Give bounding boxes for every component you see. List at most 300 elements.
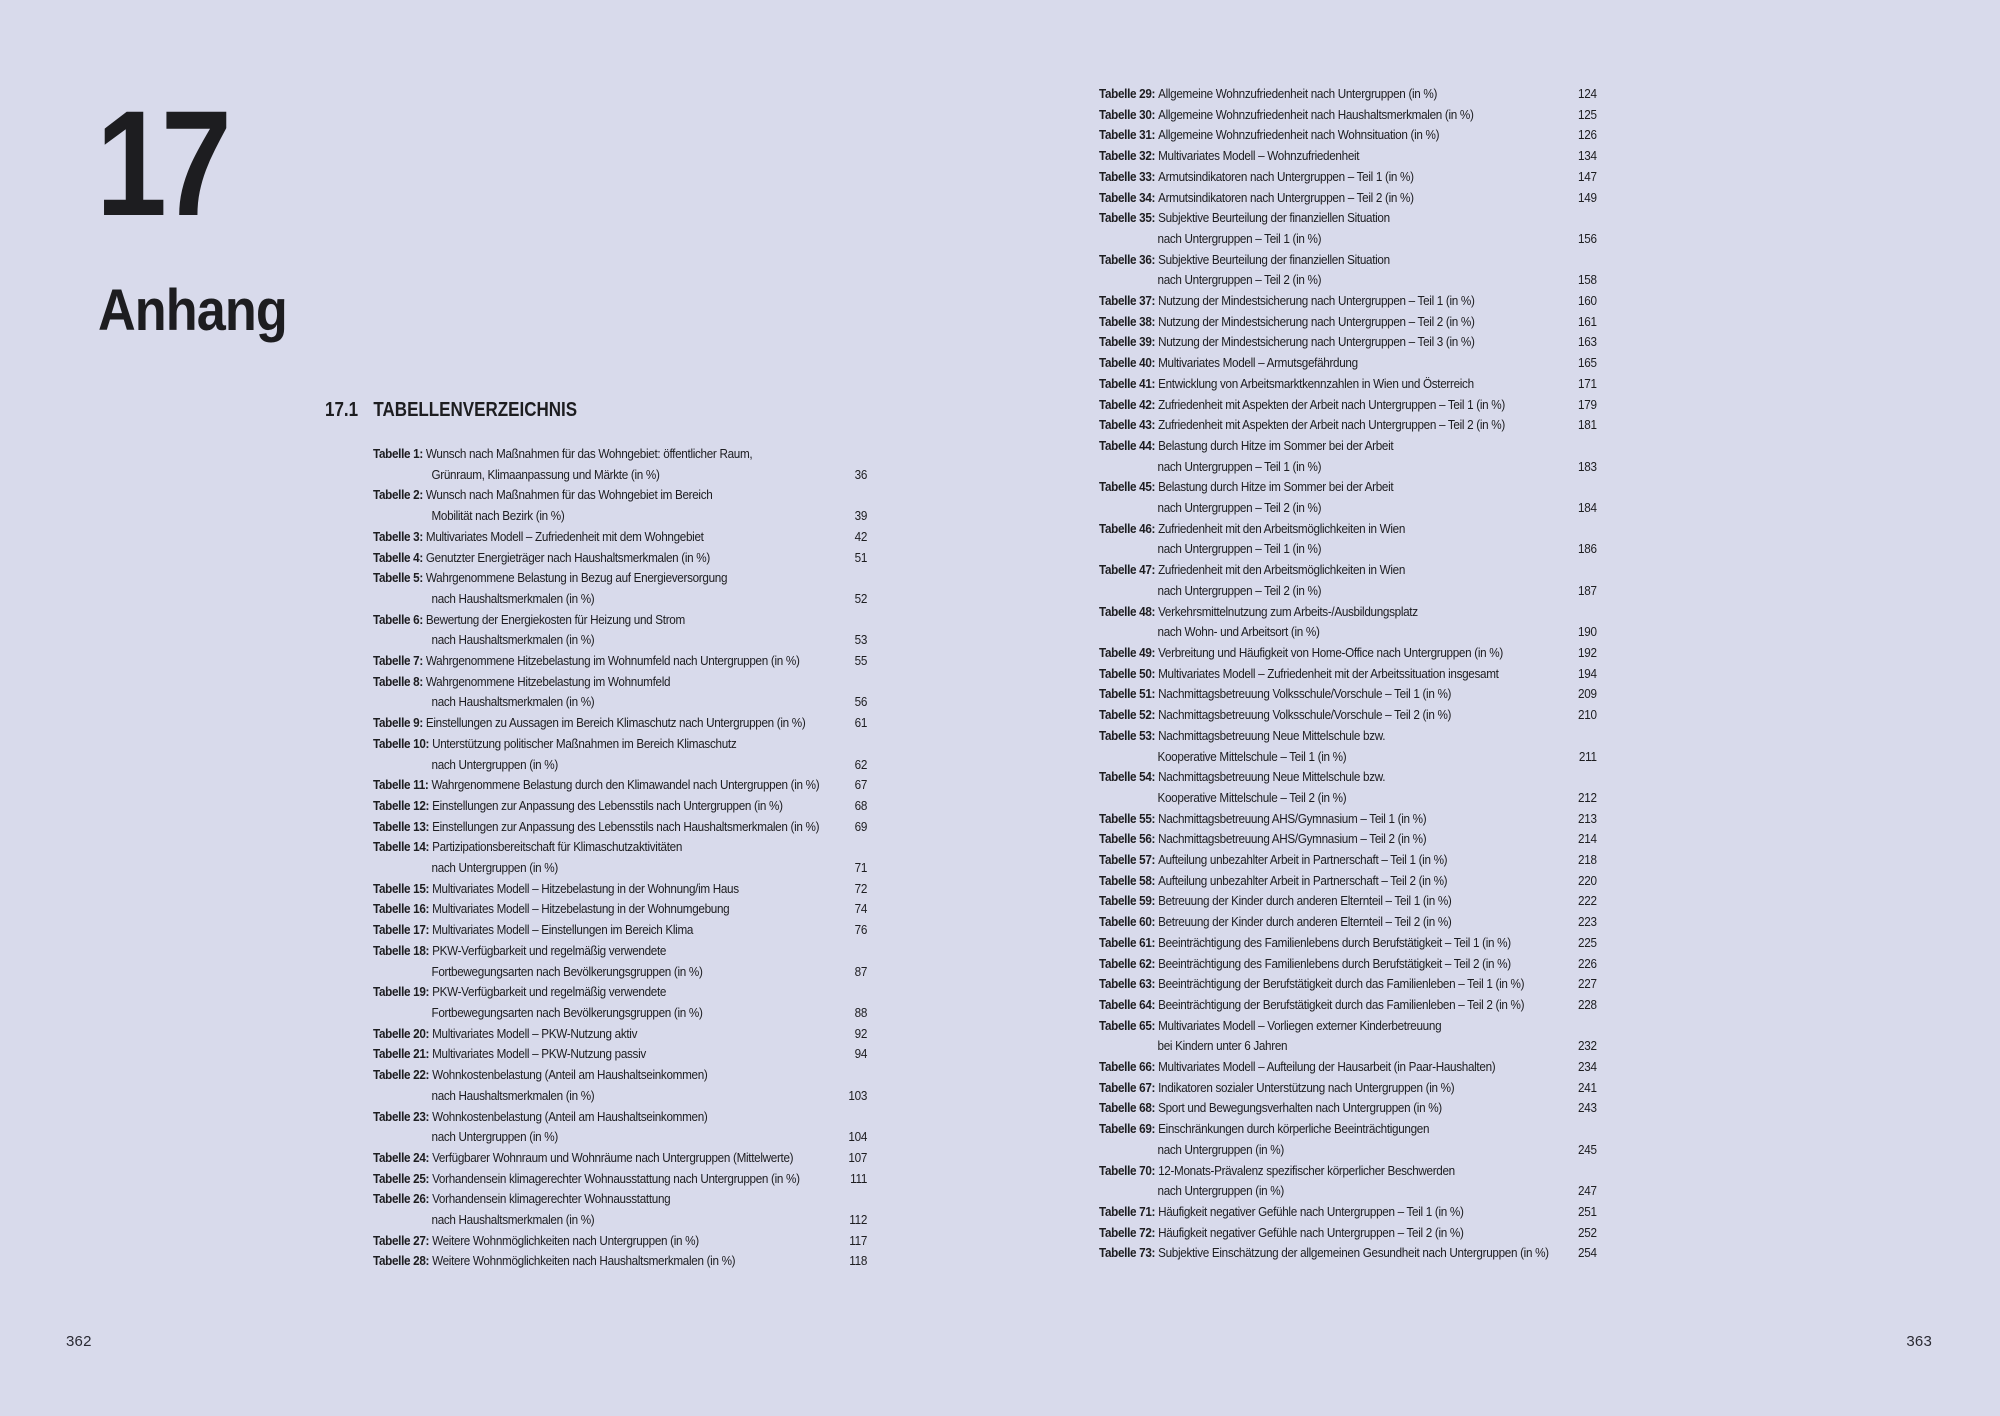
toc-entry-line: Tabelle 52: Nachmittagsbetreuung Volksschule/Vorschule – Teil 2 (in %) — [1099, 707, 1452, 723]
toc-entry — [373, 1169, 867, 1190]
toc-entry — [1099, 1202, 1597, 1223]
toc-entry-text — [1099, 829, 1573, 850]
toc-entry — [1099, 767, 1597, 808]
toc-entry-text — [373, 444, 849, 485]
toc-entry-page-number: 171 — [1577, 375, 1597, 391]
table-label: Tabelle 73: — [1099, 1245, 1159, 1261]
toc-entry — [373, 941, 867, 982]
toc-entry-page-number: 117 — [849, 1232, 868, 1248]
toc-entry-text — [373, 1251, 844, 1272]
toc-entry-line: Tabelle 44: Belastung durch Hitze im Sommer bei der Arbeit — [1099, 437, 1394, 453]
toc-entry-line: Tabelle 66: Multivariates Modell – Aufteilung der Hausarbeit (in Paar-Haushalten) — [1099, 1059, 1496, 1075]
toc-entry-page-number: 227 — [1577, 976, 1597, 992]
toc-entry-text — [373, 713, 849, 734]
toc-entry-text — [373, 485, 849, 526]
toc-entry-text — [1099, 1223, 1573, 1244]
table-label: Tabelle 11: — [373, 777, 432, 793]
page-number-left: 362 — [66, 1333, 92, 1350]
toc-entry-page-number: 254 — [1577, 1245, 1597, 1261]
toc-entry-text — [1099, 602, 1573, 643]
toc-entry-line-continuation: nach Haushaltsmerkmalen (in %) — [431, 1212, 595, 1228]
table-label: Tabelle 6: — [373, 611, 426, 627]
table-label: Tabelle 38: — [1099, 313, 1159, 329]
toc-entry-page-number: 220 — [1577, 872, 1597, 888]
toc-entry-line-continuation: Grünraum, Klimaanpassung und Märkte (in %) — [431, 466, 660, 482]
toc-entry-page-number: 228 — [1577, 996, 1597, 1012]
toc-entry-line: Tabelle 17: Multivariates Modell – Einstellungen im Bereich Klima — [373, 922, 694, 938]
toc-entry-line: Tabelle 38: Nutzung der Mindestsicherung nach Untergruppen – Teil 2 (in %) — [1099, 313, 1475, 329]
toc-entry-line: Tabelle 7: Wahrgenommene Hitzebelastung im Wohnumfeld nach Untergruppen (in %) — [373, 653, 800, 669]
toc-entry-line: Tabelle 49: Verbreitung und Häufigkeit von Home-Office nach Untergruppen (in %) — [1099, 644, 1503, 660]
toc-entry-text — [373, 1107, 843, 1148]
toc-entry-line-continuation: bei Kindern unter 6 Jahren — [1157, 1038, 1288, 1054]
toc-entry-page-number: 74 — [854, 901, 868, 917]
toc-entry-line-continuation: nach Untergruppen – Teil 2 (in %) — [1157, 272, 1322, 288]
toc-entry-text — [1099, 395, 1573, 416]
toc-entry-line: Tabelle 62: Beeinträchtigung des Familienlebens durch Berufstätigkeit – Teil 2 (in %) — [1099, 955, 1511, 971]
table-label: Tabelle 16: — [373, 901, 433, 917]
toc-entry — [1099, 291, 1597, 312]
toc-entry-text — [373, 1044, 849, 1065]
toc-entry-page-number: 209 — [1577, 686, 1597, 702]
toc-entry-page-number: 69 — [854, 818, 868, 834]
toc-entry — [1099, 146, 1597, 167]
toc-entry-text — [373, 1065, 843, 1106]
toc-entry-page-number: 72 — [854, 880, 868, 896]
table-label: Tabelle 17: — [373, 922, 433, 938]
toc-entry — [1099, 871, 1597, 892]
toc-entry-page-number: 210 — [1577, 707, 1597, 723]
toc-entry-text — [1099, 912, 1573, 933]
toc-entry — [373, 651, 867, 672]
toc-entry-line: Tabelle 71: Häufigkeit negativer Gefühle nach Untergruppen – Teil 1 (in %) — [1099, 1203, 1464, 1219]
toc-entry-line: Tabelle 25: Vorhandensein klimagerechter Wohnausstattung nach Untergruppen (in %) — [373, 1170, 800, 1186]
toc-entry-line-continuation: nach Untergruppen (in %) — [1157, 1141, 1284, 1157]
toc-entry-page-number: 218 — [1577, 852, 1597, 868]
toc-entry-line: Tabelle 50: Multivariates Modell – Zufriedenheit mit der Arbeitssituation insgesamt — [1099, 665, 1499, 681]
table-label: Tabelle 33: — [1099, 168, 1159, 184]
toc-entry-text — [373, 920, 849, 941]
table-label: Tabelle 71: — [1099, 1203, 1159, 1219]
toc-entry-text — [373, 548, 849, 569]
toc-entry-page-number: 181 — [1577, 417, 1597, 433]
toc-entry-page-number: 36 — [854, 466, 868, 482]
toc-entry-page-number: 183 — [1577, 458, 1597, 474]
toc-entry — [373, 899, 867, 920]
toc-entry-page-number: 226 — [1577, 955, 1597, 971]
toc-entry-text — [1099, 1161, 1573, 1202]
toc-entry-line: Tabelle 61: Beeinträchtigung des Familienlebens durch Berufstätigkeit – Teil 1 (in %) — [1099, 934, 1511, 950]
toc-entry — [1099, 643, 1597, 664]
toc-entry-line: Tabelle 3: Multivariates Modell – Zufriedenheit mit dem Wohngebiet — [373, 528, 704, 544]
toc-entry-line: Tabelle 16: Multivariates Modell – Hitzebelastung in der Wohnumgebung — [373, 901, 730, 917]
toc-entry-page-number: 92 — [854, 1025, 868, 1041]
table-label: Tabelle 30: — [1099, 106, 1159, 122]
table-label: Tabelle 8: — [373, 673, 426, 689]
toc-entry-line: Tabelle 10: Unterstützung politischer Maßnahmen im Bereich Klimaschutz — [373, 735, 737, 751]
toc-entry-page-number: 62 — [854, 756, 868, 772]
toc-entry-text — [1099, 125, 1573, 146]
toc-entry-page-number: 147 — [1577, 168, 1597, 184]
toc-entry-text — [373, 568, 849, 609]
table-label: Tabelle 10: — [373, 735, 433, 751]
toc-entry-page-number: 76 — [854, 922, 868, 938]
toc-entry — [373, 444, 867, 485]
toc-entry-line: Tabelle 4: Genutzter Energieträger nach Haushaltsmerkmalen (in %) — [373, 549, 710, 565]
toc-entry-page-number: 61 — [854, 715, 868, 731]
table-label: Tabelle 19: — [373, 984, 433, 1000]
toc-entry-page-number: 184 — [1577, 500, 1597, 516]
section-number: 17.1 — [325, 399, 359, 421]
toc-entry-text — [1099, 1202, 1573, 1223]
toc-entry-page-number: 251 — [1577, 1203, 1597, 1219]
toc-entry — [1099, 726, 1597, 767]
toc-entry — [1099, 912, 1597, 933]
toc-entry-page-number: 107 — [848, 1149, 868, 1165]
toc-entry-line: Tabelle 43: Zufriedenheit mit Aspekten der Arbeit nach Untergruppen – Teil 2 (in %) — [1099, 417, 1505, 433]
table-label: Tabelle 15: — [373, 880, 433, 896]
toc-entry — [373, 485, 867, 526]
toc-entry-text — [1099, 933, 1573, 954]
toc-entry-page-number: 158 — [1577, 272, 1597, 288]
toc-entry — [373, 796, 867, 817]
toc-entry-line-continuation: Fortbewegungsarten nach Bevölkerungsgruppen (in %) — [431, 1004, 703, 1020]
toc-entry-page-number: 232 — [1577, 1038, 1597, 1054]
toc-entry-line: Tabelle 1: Wunsch nach Maßnahmen für das Wohngebiet: öffentlicher Raum, — [373, 446, 753, 461]
chapter-number: 17 — [96, 79, 226, 247]
toc-entry — [373, 775, 867, 796]
toc-entry-page-number: 225 — [1577, 934, 1597, 950]
table-label: Tabelle 27: — [373, 1232, 433, 1248]
toc-entry — [1099, 995, 1597, 1016]
toc-entry-line: Tabelle 39: Nutzung der Mindestsicherung nach Untergruppen – Teil 3 (in %) — [1099, 334, 1475, 350]
toc-entry-line: Tabelle 31: Allgemeine Wohnzufriedenheit nach Wohnsituation (in %) — [1099, 127, 1440, 143]
toc-entry-line-continuation: nach Untergruppen – Teil 1 (in %) — [1157, 458, 1322, 474]
table-label: Tabelle 41: — [1099, 375, 1159, 391]
toc-entry-line-continuation: nach Wohn- und Arbeitsort (in %) — [1157, 624, 1320, 640]
table-label: Tabelle 21: — [373, 1046, 433, 1062]
toc-entry-text — [373, 982, 849, 1023]
toc-entry — [1099, 1119, 1597, 1160]
toc-entry-text — [373, 775, 849, 796]
toc-entry — [1099, 374, 1597, 395]
toc-entry — [1099, 105, 1597, 126]
toc-entry-line-continuation: nach Haushaltsmerkmalen (in %) — [431, 590, 595, 606]
table-label: Tabelle 12: — [373, 797, 433, 813]
toc-entry-page-number: 252 — [1577, 1224, 1597, 1240]
table-label: Tabelle 61: — [1099, 934, 1159, 950]
page-number-right: 363 — [1906, 1333, 1932, 1350]
toc-entry-page-number: 118 — [849, 1253, 868, 1269]
toc-entry-text — [1099, 954, 1573, 975]
toc-entry-line: Tabelle 15: Multivariates Modell – Hitzebelastung in der Wohnung/im Haus — [373, 880, 739, 896]
toc-entry — [1099, 1098, 1597, 1119]
toc-entry-text — [1099, 560, 1573, 601]
table-label: Tabelle 2: — [373, 487, 426, 503]
toc-entry-page-number: 112 — [849, 1212, 868, 1228]
toc-entry-text — [373, 651, 849, 672]
toc-entry-line: Tabelle 72: Häufigkeit negativer Gefühle nach Untergruppen – Teil 2 (in %) — [1099, 1224, 1464, 1240]
toc-entry-line: Tabelle 48: Verkehrsmittelnutzung zum Arbeits-/Ausbildungsplatz — [1099, 603, 1418, 619]
toc-entry-line: Tabelle 46: Zufriedenheit mit den Arbeitsmöglichkeiten in Wien — [1099, 520, 1406, 536]
toc-entry-line: Tabelle 57: Aufteilung unbezahlter Arbeit in Partnerschaft – Teil 1 (in %) — [1099, 852, 1448, 868]
table-label: Tabelle 72: — [1099, 1224, 1159, 1240]
table-label: Tabelle 37: — [1099, 293, 1159, 309]
toc-entry-line: Tabelle 37: Nutzung der Mindestsicherung nach Untergruppen – Teil 1 (in %) — [1099, 293, 1475, 309]
table-label: Tabelle 44: — [1099, 437, 1159, 453]
toc-entry-page-number: 160 — [1577, 293, 1597, 309]
table-label: Tabelle 1: — [373, 446, 426, 461]
toc-entry — [1099, 436, 1597, 477]
toc-entry-line: Tabelle 36: Subjektive Beurteilung der finanziellen Situation — [1099, 251, 1390, 267]
toc-entry-text — [1099, 1016, 1573, 1057]
toc-entry-line: Tabelle 34: Armutsindikatoren nach Untergruppen – Teil 2 (in %) — [1099, 189, 1414, 205]
table-label: Tabelle 49: — [1099, 644, 1159, 660]
table-label: Tabelle 54: — [1099, 769, 1159, 785]
toc-entry-line-continuation: nach Untergruppen – Teil 1 (in %) — [1157, 230, 1322, 246]
toc-entry-text — [1099, 995, 1573, 1016]
toc-entry-text — [1099, 1078, 1573, 1099]
table-label: Tabelle 57: — [1099, 852, 1159, 868]
toc-entry-line: Tabelle 30: Allgemeine Wohnzufriedenheit nach Haushaltsmerkmalen (in %) — [1099, 106, 1474, 122]
table-label: Tabelle 64: — [1099, 996, 1159, 1012]
toc-entry — [373, 920, 867, 941]
toc-entry — [1099, 954, 1597, 975]
toc-entry — [373, 527, 867, 548]
toc-entry-page-number: 51 — [854, 549, 868, 565]
toc-entry-text — [1099, 188, 1573, 209]
table-label: Tabelle 13: — [373, 818, 433, 834]
toc-entry-line: Tabelle 54: Nachmittagsbetreuung Neue Mittelschule bzw. — [1099, 769, 1386, 785]
toc-entry-page-number: 245 — [1577, 1141, 1597, 1157]
toc-entry-page-number: 134 — [1577, 148, 1597, 164]
toc-entry-text — [373, 1148, 843, 1169]
toc-entry-text — [1099, 871, 1573, 892]
toc-entry-text — [1099, 374, 1573, 395]
toc-entry-line: Tabelle 35: Subjektive Beurteilung der finanziellen Situation — [1099, 210, 1390, 226]
toc-entry-page-number: 126 — [1577, 127, 1597, 143]
toc-entry — [1099, 1016, 1597, 1057]
toc-entry-line: Tabelle 73: Subjektive Einschätzung der allgemeinen Gesundheit nach Untergruppen (in %) — [1099, 1245, 1549, 1261]
toc-entry-text — [373, 610, 849, 651]
toc-entry-line-continuation: Mobilität nach Bezirk (in %) — [431, 508, 565, 524]
toc-entry-page-number: 214 — [1577, 831, 1597, 847]
toc-entry-page-number: 223 — [1577, 914, 1597, 930]
toc-entry-line: Tabelle 51: Nachmittagsbetreuung Volksschule/Vorschule – Teil 1 (in %) — [1099, 686, 1452, 702]
toc-entry-text — [1099, 105, 1573, 126]
toc-column-right — [1099, 84, 1652, 1264]
toc-entry-text — [1099, 664, 1573, 685]
toc-entry-text — [1099, 353, 1573, 374]
table-label: Tabelle 22: — [373, 1067, 433, 1083]
toc-entry-line: Tabelle 24: Verfügbarer Wohnraum und Wohnräume nach Untergruppen (Mittelwerte) — [373, 1149, 794, 1165]
toc-entry-line: Tabelle 53: Nachmittagsbetreuung Neue Mittelschule bzw. — [1099, 727, 1386, 743]
toc-entry-text — [1099, 84, 1573, 105]
toc-entry-line: Tabelle 22: Wohnkostenbelastung (Anteil am Haushaltseinkommen) — [373, 1067, 708, 1083]
toc-entry-line-continuation: nach Haushaltsmerkmalen (in %) — [431, 694, 595, 710]
toc-entry — [1099, 829, 1597, 850]
table-label: Tabelle 51: — [1099, 686, 1159, 702]
toc-entry-page-number: 247 — [1577, 1183, 1597, 1199]
toc-entry-line: Tabelle 60: Betreuung der Kinder durch anderen Elternteil – Teil 2 (in %) — [1099, 914, 1452, 930]
toc-entry — [373, 879, 867, 900]
toc-entry-text — [1099, 436, 1573, 477]
toc-entry-text — [1099, 291, 1573, 312]
table-label: Tabelle 59: — [1099, 893, 1159, 909]
table-label: Tabelle 3: — [373, 528, 426, 544]
toc-column-left — [373, 444, 922, 1272]
toc-entry-page-number: 53 — [854, 632, 868, 648]
toc-entry-page-number: 194 — [1577, 665, 1597, 681]
toc-entry-line: Tabelle 70: 12-Monats-Prävalenz spezifischer körperlicher Beschwerden — [1099, 1162, 1455, 1178]
toc-entry-page-number: 39 — [854, 508, 868, 524]
toc-entry — [1099, 664, 1597, 685]
toc-entry-line-continuation: nach Haushaltsmerkmalen (in %) — [431, 632, 595, 648]
toc-entry — [1099, 1161, 1597, 1202]
toc-entry-page-number: 234 — [1577, 1059, 1597, 1075]
toc-entry-text — [1099, 1057, 1573, 1078]
table-label: Tabelle 43: — [1099, 417, 1159, 433]
toc-entry-line: Tabelle 2: Wunsch nach Maßnahmen für das Wohngebiet im Bereich — [373, 487, 713, 503]
toc-entry-line: Tabelle 28: Weitere Wohnmöglichkeiten nach Haushaltsmerkmalen (in %) — [373, 1253, 736, 1269]
toc-entry-text — [373, 817, 849, 838]
toc-entry — [373, 1044, 867, 1065]
toc-entry — [1099, 208, 1597, 249]
toc-entry — [373, 568, 867, 609]
toc-entry-line: Tabelle 29: Allgemeine Wohnzufriedenheit nach Untergruppen (in %) — [1099, 86, 1438, 101]
table-label: Tabelle 52: — [1099, 707, 1159, 723]
table-label: Tabelle 68: — [1099, 1100, 1159, 1116]
toc-entry-line: Tabelle 32: Multivariates Modell – Wohnzufriedenheit — [1099, 148, 1360, 164]
toc-entry-line: Tabelle 45: Belastung durch Hitze im Sommer bei der Arbeit — [1099, 479, 1394, 495]
toc-entries-left — [373, 444, 867, 1272]
section-title: TABELLENVERZEICHNIS — [373, 399, 578, 421]
toc-entry-text — [1099, 767, 1573, 808]
toc-entry-page-number: 156 — [1577, 230, 1597, 246]
toc-entry-page-number: 213 — [1577, 810, 1597, 826]
toc-entry-text — [373, 899, 849, 920]
toc-entry-text — [1099, 477, 1573, 518]
toc-entry — [1099, 395, 1597, 416]
toc-entry-line: Tabelle 68: Sport und Bewegungsverhalten nach Untergruppen (in %) — [1099, 1100, 1442, 1116]
table-label: Tabelle 56: — [1099, 831, 1159, 847]
section-heading — [325, 398, 577, 422]
toc-entry-line: Tabelle 56: Nachmittagsbetreuung AHS/Gymnasium – Teil 2 (in %) — [1099, 831, 1427, 847]
toc-entry-text — [1099, 250, 1573, 291]
toc-entry-text — [373, 879, 849, 900]
toc-entry-page-number: 68 — [854, 797, 868, 813]
toc-entry-page-number: 243 — [1577, 1100, 1597, 1116]
toc-entry-text — [1099, 146, 1573, 167]
toc-entry — [1099, 1223, 1597, 1244]
toc-entry-text — [1099, 1119, 1573, 1160]
toc-entry-line: Tabelle 14: Partizipationsbereitschaft für Klimaschutzaktivitäten — [373, 839, 683, 855]
toc-entry — [1099, 1057, 1597, 1078]
table-label: Tabelle 29: — [1099, 86, 1159, 101]
toc-entry-page-number: 163 — [1577, 334, 1597, 350]
toc-entry-line: Tabelle 12: Einstellungen zur Anpassung des Lebensstils nach Untergruppen (in %) — [373, 797, 783, 813]
table-label: Tabelle 24: — [373, 1149, 433, 1165]
toc-entry — [373, 1107, 867, 1148]
table-label: Tabelle 31: — [1099, 127, 1159, 143]
toc-entry-text — [373, 672, 849, 713]
toc-entry-text — [373, 941, 849, 982]
table-label: Tabelle 5: — [373, 570, 426, 586]
toc-entry-line: Tabelle 8: Wahrgenommene Hitzebelastung im Wohnumfeld — [373, 673, 671, 689]
chapter-title: Anhang — [98, 278, 287, 343]
toc-entry-text — [1099, 726, 1573, 767]
toc-entry-text — [1099, 684, 1573, 705]
toc-entry-page-number: 94 — [854, 1046, 868, 1062]
toc-entry-page-number: 149 — [1577, 189, 1597, 205]
toc-entry-text — [1099, 705, 1573, 726]
table-label: Tabelle 65: — [1099, 1017, 1159, 1033]
toc-entry — [1099, 1078, 1597, 1099]
toc-entry-line: Tabelle 18: PKW-Verfügbarkeit und regelmäßig verwendete — [373, 942, 667, 958]
toc-entry — [1099, 250, 1597, 291]
toc-entry — [1099, 705, 1597, 726]
toc-entry-page-number: 52 — [854, 590, 868, 606]
toc-entry-page-number: 165 — [1577, 355, 1597, 371]
toc-entry — [1099, 560, 1597, 601]
toc-entry-text — [373, 734, 849, 775]
toc-entry-line-continuation: nach Untergruppen – Teil 2 (in %) — [1157, 500, 1322, 516]
table-label: Tabelle 42: — [1099, 396, 1159, 412]
toc-entry — [1099, 353, 1597, 374]
table-label: Tabelle 67: — [1099, 1079, 1159, 1095]
toc-entry-text — [1099, 312, 1573, 333]
toc-entry-text — [373, 527, 849, 548]
toc-entry — [373, 1251, 867, 1272]
toc-entry — [1099, 188, 1597, 209]
toc-entry-page-number: 104 — [848, 1129, 868, 1145]
toc-entry-line: Tabelle 55: Nachmittagsbetreuung AHS/Gymnasium – Teil 1 (in %) — [1099, 810, 1427, 826]
table-label: Tabelle 47: — [1099, 562, 1159, 578]
toc-entry-page-number: 190 — [1577, 624, 1597, 640]
toc-entry-page-number: 124 — [1577, 86, 1597, 101]
toc-entry-line-continuation: nach Untergruppen – Teil 2 (in %) — [1157, 582, 1322, 598]
table-label: Tabelle 45: — [1099, 479, 1159, 495]
toc-entry-line: Tabelle 26: Vorhandensein klimagerechter Wohnausstattung — [373, 1191, 671, 1207]
table-label: Tabelle 7: — [373, 653, 426, 669]
toc-entry — [1099, 1243, 1597, 1264]
toc-entry-line-continuation: nach Untergruppen – Teil 1 (in %) — [1157, 541, 1322, 557]
toc-entry-page-number: 161 — [1577, 313, 1597, 329]
table-label: Tabelle 20: — [373, 1025, 433, 1041]
toc-entry-page-number: 55 — [854, 653, 868, 669]
toc-entry — [373, 1065, 867, 1106]
toc-entry-page-number: 56 — [854, 694, 868, 710]
toc-entry-line: Tabelle 47: Zufriedenheit mit den Arbeitsmöglichkeiten in Wien — [1099, 562, 1406, 578]
toc-entry-line: Tabelle 69: Einschränkungen durch körperliche Beeinträchtigungen — [1099, 1121, 1430, 1137]
table-label: Tabelle 50: — [1099, 665, 1159, 681]
toc-entry — [373, 713, 867, 734]
toc-entry — [1099, 974, 1597, 995]
toc-entry-text — [1099, 208, 1573, 249]
toc-entry-page-number: 192 — [1577, 644, 1597, 660]
toc-entry-text — [373, 1169, 845, 1190]
toc-entry-text — [1099, 332, 1573, 353]
toc-entry-line: Tabelle 11: Wahrgenommene Belastung durch den Klimawandel nach Untergruppen (in %) — [373, 777, 820, 793]
toc-entry — [1099, 602, 1597, 643]
toc-entry-line: Tabelle 13: Einstellungen zur Anpassung des Lebensstils nach Haushaltsmerkmalen (in %) — [373, 818, 820, 834]
toc-entry-line: Tabelle 41: Entwicklung von Arbeitsmarktkennzahlen in Wien und Österreich — [1099, 375, 1474, 391]
toc-entry — [1099, 891, 1597, 912]
toc-entry-page-number: 222 — [1577, 893, 1597, 909]
toc-entry-text — [1099, 167, 1573, 188]
toc-entry-line: Tabelle 5: Wahrgenommene Belastung in Bezug auf Energieversorgung — [373, 570, 728, 586]
toc-entry-page-number: 187 — [1577, 582, 1597, 598]
